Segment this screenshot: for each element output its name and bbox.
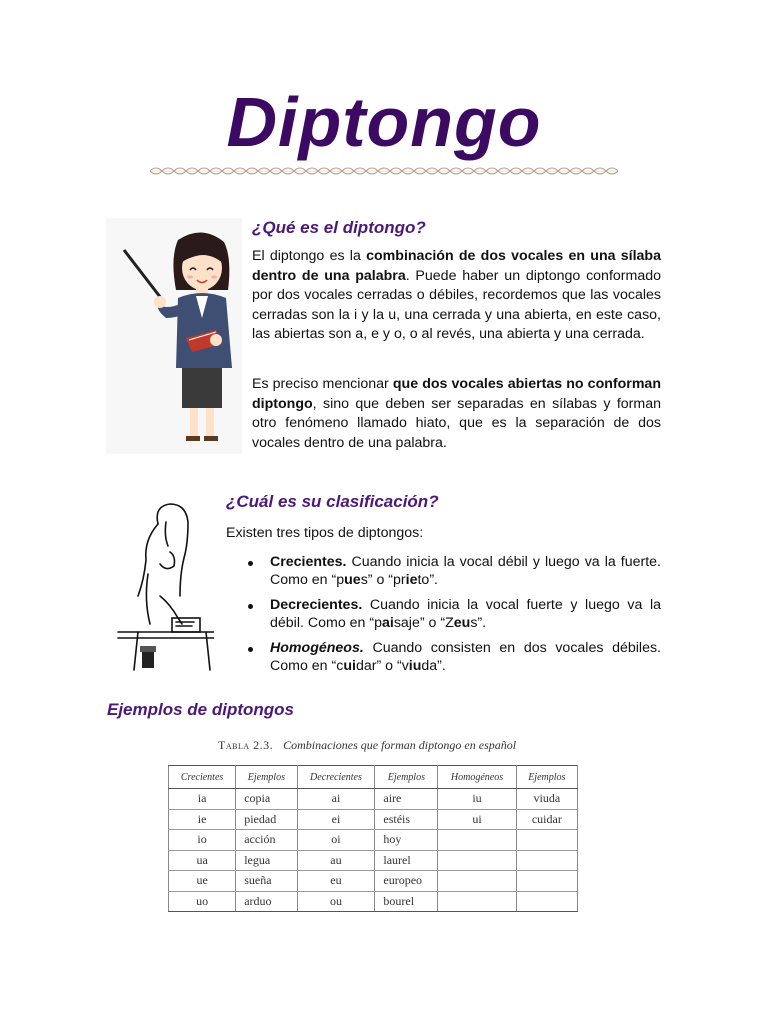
- section-heading-examples: Ejemplos de diptongos: [107, 700, 295, 719]
- classification-intro: Existen tres tipos de diptongos:: [226, 525, 424, 541]
- list-item-homogeneos: Homogéneos. Cuando consisten en dos vocales débiles. Como en “cuidar” o “viuda”.: [246, 640, 661, 675]
- table-cell: au: [297, 850, 375, 871]
- table-cell: iu: [438, 789, 516, 810]
- table-cell: [438, 871, 516, 892]
- table-cell: ua: [169, 850, 236, 871]
- definition-paragraph-2: Es preciso mencionar que dos vocales abiertas no conforman diptongo, sino que deben ser separadas en sílabas y forman otro fenómeno llamado hiato, que es la separación de dos vocales dentro de una palabra.: [252, 376, 661, 451]
- list-item-crecientes: Crecientes. Cuando inicia la vocal débil y luego va la fuerte. Como en “pues” o “prieto”.: [246, 554, 661, 589]
- table-cell: ai: [297, 789, 375, 810]
- table-row: [169, 891, 578, 912]
- table-description: Combinaciones que forman diptongo en español: [283, 738, 517, 752]
- table-cell: legua: [236, 850, 297, 871]
- table-caption: [218, 738, 516, 753]
- diphthong-examples-table: [168, 765, 578, 912]
- column-header: Crecientes: [169, 766, 236, 789]
- table-cell: [516, 871, 577, 892]
- table-cell: ia: [169, 789, 236, 810]
- column-header: Homogéneos: [438, 766, 516, 789]
- table-cell: ui: [438, 809, 516, 830]
- table-cell: [516, 850, 577, 871]
- table-cell: estéis: [375, 809, 438, 830]
- table-cell: piedad: [236, 809, 297, 830]
- table-cell: [438, 830, 516, 851]
- table-number: Tabla 2.3.: [218, 738, 274, 752]
- table-cell: io: [169, 830, 236, 851]
- table-cell: [438, 850, 516, 871]
- table-cell: acción: [236, 830, 297, 851]
- table-cell: bourel: [375, 891, 438, 912]
- thinking-girl-illustration: [114, 500, 214, 674]
- table-cell: hoy: [375, 830, 438, 851]
- table-cell: [516, 891, 577, 912]
- table-row: [169, 830, 578, 851]
- decorative-divider: [150, 164, 618, 178]
- column-header: Ejemplos: [236, 766, 297, 789]
- table-cell: sueña: [236, 871, 297, 892]
- column-header: Ejemplos: [516, 766, 577, 789]
- table-cell: ue: [169, 871, 236, 892]
- definition-paragraph-1: El diptongo es la combinación de dos vocales en una sílaba dentro de una palabra. Puede haber un diptongo conformado por dos vocales cerradas o débiles, recordemos que las vocales cerradas son la i y la u, una cerrada y una abierta, en este caso, las abiertas son a, e y o, o al revés, una abierta y una cerrada.: [252, 248, 661, 342]
- list-item-decrecientes: Decrecientes. Cuando inicia la vocal fuerte y luego va la débil. Como en “paisaje” o “Zeus”.: [246, 597, 661, 632]
- table-cell: eu: [297, 871, 375, 892]
- table-row: [169, 850, 578, 871]
- table-cell: copia: [236, 789, 297, 810]
- table-cell: ou: [297, 891, 375, 912]
- classification-list: [246, 554, 661, 683]
- table-cell: [438, 891, 516, 912]
- column-header: Ejemplos: [375, 766, 438, 789]
- table-header-row: [169, 766, 578, 789]
- table-cell: uo: [169, 891, 236, 912]
- bullet-icon: [248, 647, 253, 652]
- table-cell: cuidar: [516, 809, 577, 830]
- section-heading-definition: ¿Qué es el diptongo?: [252, 218, 426, 237]
- table-cell: [516, 830, 577, 851]
- table-cell: europeo: [375, 871, 438, 892]
- table-cell: arduo: [236, 891, 297, 912]
- teacher-illustration: [106, 218, 242, 454]
- bullet-icon: [248, 561, 253, 566]
- bullet-icon: [248, 604, 253, 609]
- table-row: [169, 809, 578, 830]
- table-cell: viuda: [516, 789, 577, 810]
- table-cell: oi: [297, 830, 375, 851]
- table-cell: ei: [297, 809, 375, 830]
- table-row: [169, 871, 578, 892]
- table-cell: ie: [169, 809, 236, 830]
- section-heading-classification: ¿Cuál es su clasificación?: [226, 492, 439, 511]
- column-header: Decrecientes: [297, 766, 375, 789]
- page-title: Diptongo: [226, 83, 542, 161]
- table-row: [169, 789, 578, 810]
- table-cell: aire: [375, 789, 438, 810]
- table-cell: laurel: [375, 850, 438, 871]
